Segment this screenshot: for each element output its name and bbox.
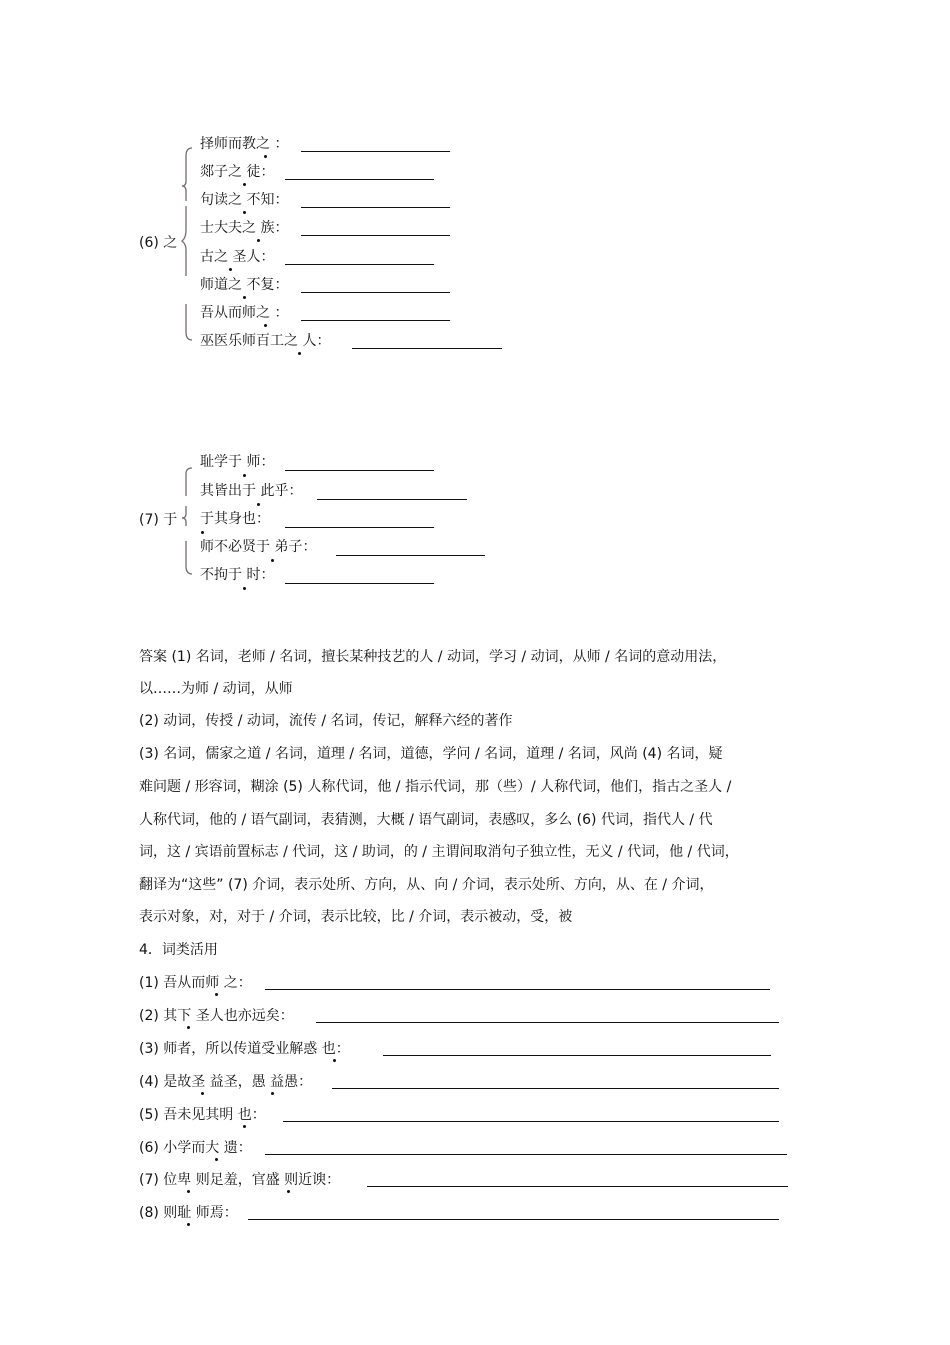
emphasis-dot: [229, 268, 232, 271]
answer-blank[interactable]: [283, 1121, 779, 1122]
item-text: 耻学于 师：: [200, 454, 275, 470]
emphasis-dot: [201, 531, 204, 534]
item-text: (8) 则耻 师焉：: [139, 1205, 238, 1221]
answer-blank[interactable]: [301, 320, 450, 321]
emphasis-dot: [287, 1190, 290, 1193]
item-text: 择师而教之 ：: [200, 136, 289, 152]
answer-line: 翻译为“这些” (7) 介词，表示处所、方向，从、向 / 介词，表示处所、方向，从、在 / 介词，: [139, 877, 714, 893]
emphasis-dot: [243, 587, 246, 590]
section-heading: 4．词类活用: [139, 942, 218, 958]
answer-blank[interactable]: [316, 1022, 779, 1023]
item-text: (3) 师者，所以传道受业解惑 也：: [139, 1041, 350, 1057]
emphasis-dot: [215, 1158, 218, 1161]
answer-blank[interactable]: [383, 1055, 771, 1056]
answer-line: 表示对象，对，对于 / 介词，表示比较，比 / 介词，表示被动，受，被: [139, 909, 573, 925]
answer-line: 以……为师 / 动词，从师: [139, 681, 293, 697]
item-text: 巫医乐师百工之 人：: [200, 333, 331, 349]
item-text: (6) 小学而大 遗：: [139, 1140, 252, 1156]
emphasis-dot: [243, 474, 246, 477]
answer-blank[interactable]: [301, 235, 450, 236]
answer-blank[interactable]: [248, 1219, 779, 1220]
emphasis-dot: [264, 155, 267, 158]
item-text: 师不必贤于 弟子：: [200, 539, 317, 555]
item-text: 其皆出于 此乎：: [200, 483, 303, 499]
item-text: 士大夫之 族：: [200, 220, 289, 236]
emphasis-dot: [333, 1059, 336, 1062]
answer-blank[interactable]: [265, 1154, 787, 1155]
answer-blank[interactable]: [285, 527, 434, 528]
answer-blank[interactable]: [301, 207, 450, 208]
item-text: (1) 吾从而师 之：: [139, 975, 252, 991]
answer-blank[interactable]: [367, 1186, 788, 1187]
item-text: 郯子之 徒：: [200, 164, 275, 180]
item-text: 吾从而师之 ：: [200, 305, 289, 321]
item-text: 句读之 不知：: [200, 192, 289, 208]
answer-blank[interactable]: [317, 499, 467, 500]
emphasis-dot: [243, 296, 246, 299]
item-text: (7) 位卑 则足羞，官盛 则近谀：: [139, 1172, 341, 1188]
answer-line: 词，这 / 宾语前置标志 / 代词，这 / 助词，的 / 主谓间取消句子独立性，无义 / 代词，他 / 代词，: [139, 844, 739, 860]
answer-line: 人称代词，他的 / 语气副词，表猜测，大概 / 语气副词，表感叹，多么 (6) 代词，指代人 / 代: [139, 812, 713, 828]
emphasis-dot: [187, 1223, 190, 1226]
curly-brace-icon: [180, 466, 200, 578]
group-6-label: (6) 之: [139, 235, 178, 251]
emphasis-dot: [187, 1190, 190, 1193]
item-text: 于其身也：: [200, 511, 270, 527]
group-7-label: (7) 于: [139, 512, 178, 528]
emphasis-dot: [298, 352, 301, 355]
emphasis-dot: [264, 324, 267, 327]
answer-blank[interactable]: [265, 989, 770, 990]
answer-blank[interactable]: [285, 470, 434, 471]
answer-blank[interactable]: [285, 583, 434, 584]
emphasis-dot: [215, 993, 218, 996]
answer-blank[interactable]: [352, 348, 502, 349]
emphasis-dot: [271, 1092, 274, 1095]
item-text: 师道之 不复：: [200, 277, 289, 293]
answer-line: (2) 动词，传授 / 动词，流传 / 名词，传记，解释六经的著作: [139, 713, 513, 729]
emphasis-dot: [257, 503, 260, 506]
item-text: (5) 吾未见其明 也：: [139, 1107, 266, 1123]
emphasis-dot: [243, 183, 246, 186]
emphasis-dot: [257, 239, 260, 242]
emphasis-dot: [243, 211, 246, 214]
emphasis-dot: [271, 559, 274, 562]
item-text: 古之 圣人：: [200, 249, 275, 265]
answer-blank[interactable]: [285, 179, 434, 180]
answer-blank[interactable]: [301, 151, 450, 152]
emphasis-dot: [187, 1026, 190, 1029]
emphasis-dot: [243, 1125, 246, 1128]
answer-blank[interactable]: [332, 1088, 779, 1089]
answer-line: 答案 (1) 名词，老师 / 名词，擅长某种技艺的人 / 动词，学习 / 动词，从师 / 名词的意动用法，: [139, 649, 727, 665]
answer-blank[interactable]: [301, 292, 450, 293]
answer-line: (3) 名词，儒家之道 / 名词，道理 / 名词，道德，学问 / 名词，道理 / 名词，风尚 (4) 名词，疑: [139, 746, 723, 762]
curly-brace-icon: [180, 146, 200, 346]
answer-line: 难问题 / 形容词，糊涂 (5) 人称代词，他 / 指示代词，那（些）/ 人称代词，他们，指古之圣人 /: [139, 779, 732, 795]
item-text: (4) 是故圣 益圣，愚 益愚：: [139, 1074, 313, 1090]
item-text: 不拘于 时：: [200, 567, 275, 583]
item-text: (2) 其下 圣人也亦远矣：: [139, 1008, 294, 1024]
emphasis-dot: [201, 1092, 204, 1095]
answer-blank[interactable]: [336, 555, 485, 556]
answer-blank[interactable]: [285, 264, 434, 265]
